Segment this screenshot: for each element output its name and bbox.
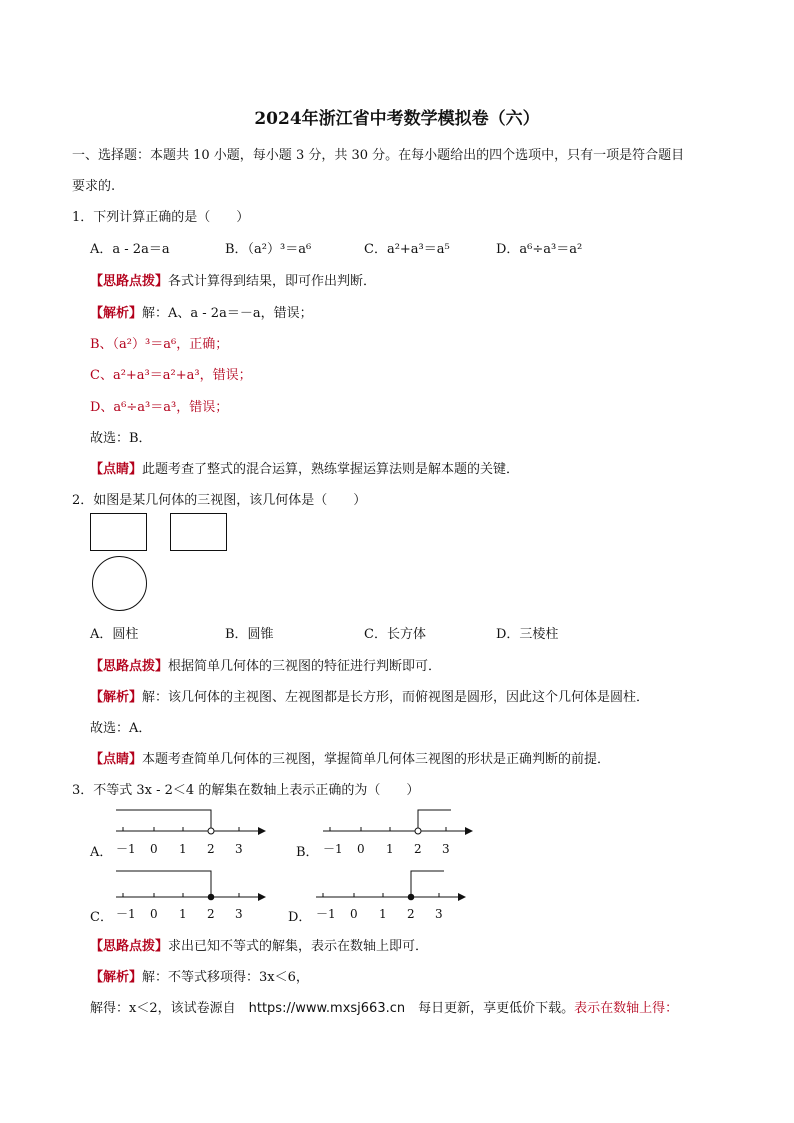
axis-arrow xyxy=(465,827,473,835)
q2-analysis-text: 解：该几何体的主视图、左视图都是长方形，而俯视图是圆形，因此这个几何体是圆柱． xyxy=(142,690,650,705)
q2-option-a: A．圆柱 xyxy=(90,627,139,642)
source-note-text: 每日更新，享更低价下载。 xyxy=(405,1001,575,1016)
top-view-circle xyxy=(93,557,147,611)
q3-number-line-b xyxy=(315,804,475,859)
tick-label: 1 xyxy=(386,842,394,856)
q1-analysis xyxy=(90,302,313,321)
section-instructions-line1: 一、选择题：本题共 10 小题，每小题 3 分，共 30 分。在每小题给出的四个选项中，只有一项是符合题目 xyxy=(72,148,685,163)
tick-label: －1 xyxy=(323,842,343,856)
solution-ray-right xyxy=(418,810,451,828)
q2-answer: 故选：A． xyxy=(90,721,152,736)
q3-hint-text: 求出已知不等式的解集，表示在数轴上即可． xyxy=(168,939,429,954)
tick-label: 1 xyxy=(179,842,187,856)
q2-stem: 2．如图是某几何体的三视图，该几何体是（ ） xyxy=(72,493,367,508)
q3-number-line-d xyxy=(308,868,468,923)
q3-number-line-a xyxy=(108,804,268,859)
q3-analysis-text: 解：不等式移项得：3x＜6， xyxy=(142,970,309,985)
tick-label: 0 xyxy=(150,907,158,921)
q2-hint-label: 【思路点拨】 xyxy=(90,659,169,674)
q2-option-c: C．长方体 xyxy=(364,627,426,642)
tick-label: －1 xyxy=(116,842,136,856)
q3-analysis-label: 【解析】 xyxy=(90,970,143,985)
solution-ray-left xyxy=(116,810,211,828)
tick-label: 0 xyxy=(350,907,358,921)
page-title: 2024年浙江省中考数学模拟卷（六） xyxy=(254,109,540,129)
q1-analysis-text: 解：A、a - 2a＝－a，错误； xyxy=(142,306,313,321)
q3-analysis xyxy=(90,966,309,985)
tick-label: 1 xyxy=(179,907,187,921)
q3-last-line xyxy=(90,997,678,1016)
open-circle-point xyxy=(415,828,421,834)
axis-arrow xyxy=(258,893,266,901)
q1-comment-text: 此题考查了整式的混合运算，熟练掌握运算法则是解本题的关键． xyxy=(142,462,520,477)
q1-comment-label: 【点睛】 xyxy=(90,462,143,477)
open-circle-point xyxy=(208,828,214,834)
source-url-link[interactable]: https://www.mxsj663.cn xyxy=(248,1001,406,1016)
q1-hint xyxy=(90,270,376,289)
tick-label: 0 xyxy=(357,842,365,856)
q2-three-view-figure xyxy=(88,512,233,614)
q1-answer: 故选：B． xyxy=(90,431,152,446)
q2-comment-text: 本题考查简单几何体的三视图，掌握简单几何体三视图的形状是正确判断的前提． xyxy=(142,752,611,767)
q2-hint xyxy=(90,655,441,674)
q1-analysis-label: 【解析】 xyxy=(90,306,143,321)
tick-label: 3 xyxy=(235,907,243,921)
q3-option-d-label: D． xyxy=(288,910,312,925)
q3-option-c-label: C． xyxy=(90,910,113,925)
q2-hint-text: 根据简单几何体的三视图的特征进行判断即可． xyxy=(168,659,442,674)
front-view-rectangle xyxy=(91,514,147,551)
q1-stem: 1．下列计算正确的是（ ） xyxy=(72,210,250,225)
section-instructions-line2: 要求的. xyxy=(72,179,116,194)
q2-analysis xyxy=(90,686,649,705)
q1-comment xyxy=(90,458,519,477)
q1-option-a: A．a - 2a＝a xyxy=(90,242,170,257)
tick-label: 2 xyxy=(407,907,415,921)
q2-comment-label: 【点睛】 xyxy=(90,752,143,767)
tick-label: 1 xyxy=(379,907,387,921)
tick-label: 2 xyxy=(414,842,422,856)
side-view-rectangle xyxy=(171,514,227,551)
q3-number-line-c xyxy=(108,868,268,923)
tick-label: 3 xyxy=(235,842,243,856)
tick-label: 3 xyxy=(435,907,443,921)
tick-label: －1 xyxy=(316,907,336,921)
axis-arrow xyxy=(258,827,266,835)
tick-label: 3 xyxy=(442,842,450,856)
q1-line-b: B、（a²）³＝a⁶，正确； xyxy=(90,337,229,352)
tick-label: －1 xyxy=(116,907,136,921)
q3-number-line-note: 表示在数轴上得： xyxy=(574,1001,679,1016)
q2-option-d: D．三棱柱 xyxy=(496,627,559,642)
q3-stem: 3．不等式 3x - 2＜4 的解集在数轴上表示正确的为（ ） xyxy=(72,783,420,798)
q3-option-b-label: B． xyxy=(296,845,319,860)
q1-option-b: B．（a²）³＝a⁶ xyxy=(225,242,312,257)
q1-hint-label: 【思路点拨】 xyxy=(90,274,169,289)
q3-hint xyxy=(90,935,428,954)
q1-option-d: D．a⁶÷a³＝a² xyxy=(496,242,583,257)
q3-solution-text: 解得：x＜2，该试卷源自 xyxy=(90,1001,249,1016)
tick-label: 2 xyxy=(207,907,215,921)
closed-circle-point xyxy=(208,894,214,900)
tick-label: 0 xyxy=(150,842,158,856)
q3-option-a-label: A． xyxy=(90,845,113,860)
q2-option-b: B．圆锥 xyxy=(225,627,274,642)
q3-hint-label: 【思路点拨】 xyxy=(90,939,169,954)
q1-hint-text: 各式计算得到结果，即可作出判断． xyxy=(168,274,377,289)
q1-option-c: C．a²+a³＝a⁵ xyxy=(364,242,450,257)
q1-line-c: C、a²+a³＝a²+a³，错误； xyxy=(90,368,252,383)
solution-ray-left xyxy=(116,871,211,897)
tick-label: 2 xyxy=(207,842,215,856)
q1-line-d: D、a⁶÷a³＝a³，错误； xyxy=(90,400,229,415)
q2-comment xyxy=(90,748,610,767)
q2-analysis-label: 【解析】 xyxy=(90,690,143,705)
axis-arrow xyxy=(458,893,466,901)
closed-circle-point xyxy=(408,894,414,900)
